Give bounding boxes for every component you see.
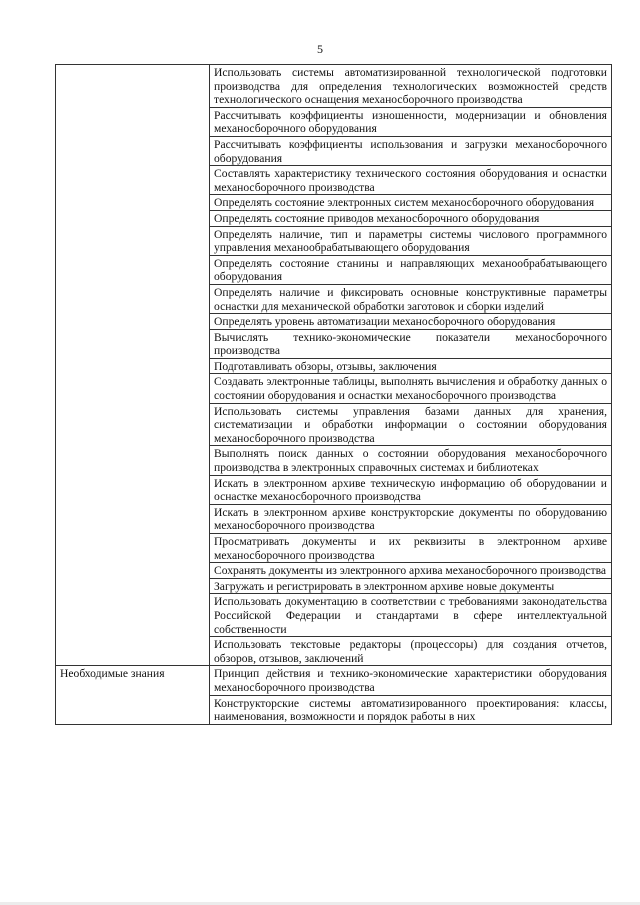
ability-item: Использовать текстовые редакторы (процессоры) для создания отчетов, обзоров, отзывов, заключений [210,637,612,666]
ability-item: Определять уровень автоматизации механосборочного оборудования [210,314,612,330]
table-row [56,65,612,108]
ability-item: Подготавливать обзоры, отзывы, заключения [210,358,612,374]
ability-item: Определять состояние электронных систем механосборочного оборудования [210,195,612,211]
ability-item: Определять состояние станины и направляющих механообрабатывающего оборудования [210,255,612,284]
ability-item: Использовать системы автоматизированной технологической подготовки производства для определения технологических возможностей средств технологического оснащения механосборочного производства [210,65,612,108]
ability-item: Сохранять документы из электронного архива механосборочного производства [210,563,612,579]
page-number: 5 [317,42,323,56]
knowledge-item: Принцип действия и технико-экономические характеристики оборудования механосборочного производства [210,666,612,695]
ability-item: Создавать электронные таблицы, выполнять вычисления и обработку данных о состоянии оборудования и оснастки механосборочного производства [210,374,612,403]
ability-item: Использовать документацию в соответствии с требованиями законодательства Российской Федерации и стандартами в сфере интеллектуальной собственности [210,594,612,637]
table-row [56,666,612,695]
ability-item: Выполнять поиск данных о состоянии оборудования механосборочного производства в электронных справочных системах и библиотеках [210,446,612,475]
ability-item: Определять наличие и фиксировать основные конструктивные параметры оснастки для механической обработки заготовок и сборки изделий [210,284,612,313]
ability-item: Определять состояние приводов механосборочного оборудования [210,210,612,226]
section-label-abilities [56,65,210,666]
ability-item: Определять наличие, тип и параметры системы числового программного управления механообрабатывающего оборудования [210,226,612,255]
ability-item: Составлять характеристику технического состояния оборудования и оснастки механосборочного производства [210,166,612,195]
ability-item: Вычислять технико-экономические показатели механосборочного производства [210,329,612,358]
ability-item: Рассчитывать коэффициенты использования и загрузки механосборочного оборудования [210,136,612,165]
ability-item: Искать в электронном архиве техническую информацию об оборудовании и оснастке механосборочного производства [210,475,612,504]
ability-item: Рассчитывать коэффициенты изношенности, модернизации и обновления механосборочного оборудования [210,107,612,136]
section-label-knowledge: Необходимые знания [56,666,210,724]
ability-item: Искать в электронном архиве конструкторские документы по оборудованию механосборочного производства [210,504,612,533]
ability-item: Загружать и регистрировать в электронном архиве новые документы [210,578,612,594]
ability-item: Просматривать документы и их реквизиты в электронном архиве механосборочного производства [210,534,612,563]
ability-item: Использовать системы управления базами данных для хранения, систематизации и обработки информации о состоянии оборудования механосборочного производства [210,403,612,446]
competency-table [55,64,612,725]
knowledge-item: Конструкторские системы автоматизированного проектирования: классы, наименования, возможности и порядок работы в них [210,695,612,724]
